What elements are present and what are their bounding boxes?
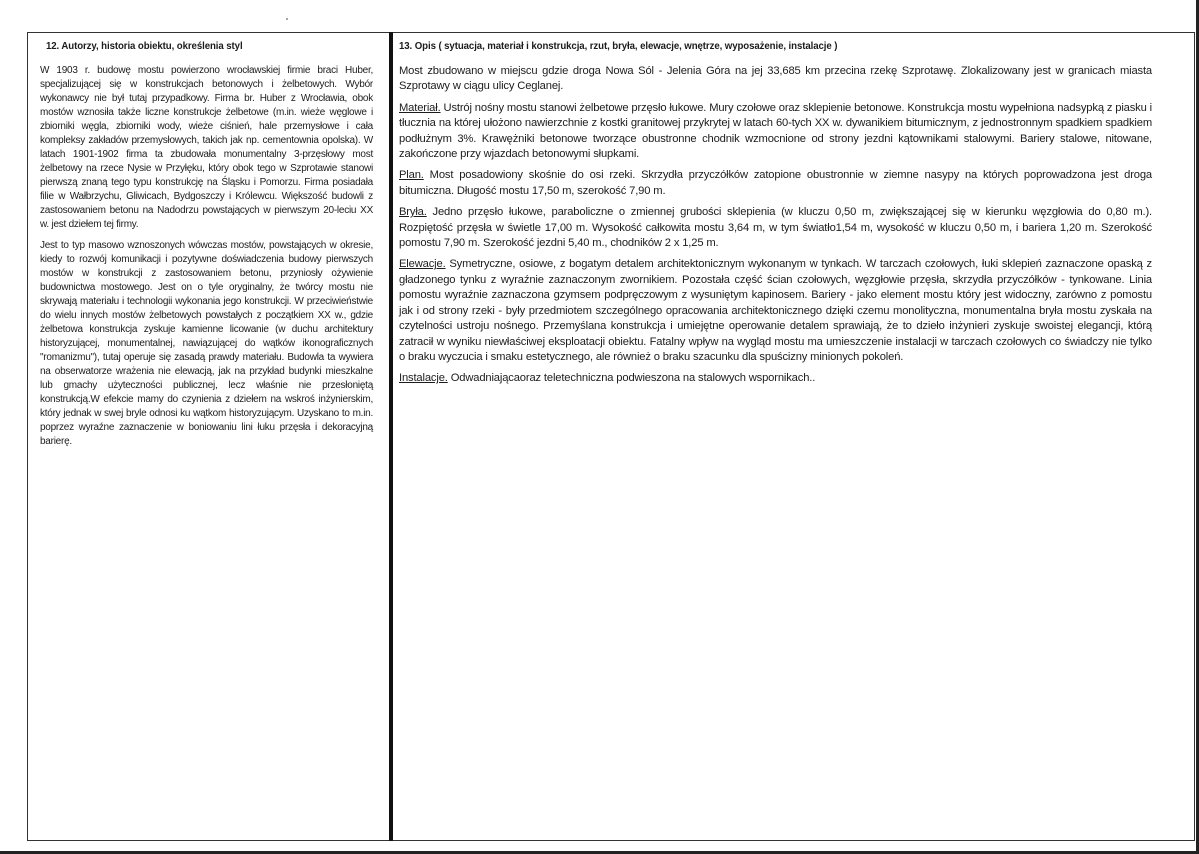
section-text: Odwadniającaoraz teletechniczna podwieszona na stalowych wspornikach..	[447, 372, 816, 385]
section-label: Materiał.	[399, 101, 441, 114]
section-label: Plan.	[399, 169, 424, 182]
section-material	[399, 101, 1152, 163]
history-column	[40, 38, 373, 456]
description-heading: 13. Opis ( sytuacja, materiał i konstrukcja, rzut, bryła, elewacje, wnętrze, wyposażenie, instalacje )	[399, 40, 838, 52]
section-elewacje	[399, 257, 1152, 365]
scan-speck	[286, 18, 288, 20]
history-heading: 12. Autorzy, historia obiektu, określenia styl	[46, 40, 243, 52]
history-paragraph-2: Jest to typ masowo wznoszonych wówczas mostów, powstających w okresie, kiedy to rozwój komunikacji i pozytywne doświadczenia budowy pierwszych mostów w konstrukcji z zastosowaniem betonu, przyniosły ożywienie budownictwa mostowego. Jest on o tyle oryginalny, że twórcy mostu nie skrywają materiału i technologii wykonania jego konstrukcji. W przeciwieństwie do wielu innych mostów żelbetowych powstałych z początkiem XX w., gdzie żelbetowa konstrukcja zyskuje kamienne licowanie (w duchu architektury historyzującej, monumentalnej, nawiązującej do wątków ikonograficznych "romanizmu"), tutaj operuje się zasadą prawdy materiału. Budowla ta wywiera na obserwatorze wrażenia nie elewacją, jak na przykład budynki mieszkalne lub gmachy użyteczności publicznej, lecz właśnie nie przesłoniętą konstrukcją.W efekcie mamy do czynienia z dziełem na wskroś inżynierskim, który jednak w swej bryle odnosi ku wątkom historyzującym. Uzyskano to m.in. poprzez wyraźne zaznaczenie w boniowaniu lini łuku przęsła i dekoracyjną barierę.	[40, 240, 373, 447]
section-text: Symetryczne, osiowe, z bogatym detalem architektonicznym wykonanym w tynkach. W tarczach czołowych, łuki sklepień zaznaczone opaską z gładzonego tynku z wyraźnie zaznaczonym zwornikiem. Pozostała część ścian czołowych, węzgłowie przęsła, skrzydła przyczółków - tynkowane. Linia pomostu wyraźnie zaznaczona gzymsem podpręczowym z wysuniętym kapinosem. Bariery - jako element mostu który jest widoczny, zarówno z pomostu jak i od strony rzeki - były przedmiotem szczególnego opracowania architektonicznego dzięki czemu monolityczna, monumentalna bryła mostu zyskała na czytelności ustroju nośnego. Przemyślana konstrukcja i umiejętne operowanie detalem sprawiają, że to dzieło inżynieri zyskuje swoistej elegancji, którą zatracił w wyniku niewłaściwej eksploatacji obiektu. Fatalny wpływ na wygląd mostu ma umieszczenie instalacji w tarczach czołowych co świadczy nie tylko o braku wyczucia i smaku estetycznego, ale również o braku szacunku dla spuścizny minionych pokoleń.	[399, 258, 1152, 363]
section-label: Elewacje.	[399, 258, 446, 271]
section-instalacje	[399, 371, 1152, 386]
section-label: Bryła.	[399, 206, 427, 219]
section-label: Instalacje.	[399, 372, 448, 385]
section-text: Jedno przęsło łukowe, paraboliczne o zmiennej grubości sklepienia (w kluczu 0,50 m, zwiększającej się w kierunku węzgłowia do 0,80 m.). Rozpiętość przęsła w świetle 17,00 m. Wysokość całkowita mostu 3,64 m, w tym światło1,54 m, wysokość w kluczu 0,50 m, i bariera 1,20 m. Szerokość pomostu 7,90 m. Szerokość jezdni 5,40 m., chodników 2 x 1,25 m.	[399, 206, 1152, 250]
description-intro: Most zbudowano w miejscu gdzie droga Nowa Sól - Jelenia Góra na jej 33,685 km przecina rzekę Szprotawę. Zlokalizowany jest w granicach miasta Szprotawy w ciągu ulicy Ceglanej.	[399, 65, 1152, 93]
section-text: Ustrój nośny mostu stanowi żelbetowe przęsło łukowe. Mury czołowe oraz sklepienie betonowe. Konstrukcja mostu wypełniona nadsypką z piasku i tłucznia na której ułożono nawierzchnie z kostki granitowej przykrytej w latach 60-tych XX w. dywanikiem bitumicznym, z jednostronnym spadkiem spadkiem podłużnym 3%. Krawężniki betonowe tworzące obustronne chodnik wzmocnione od strony jezdni kątownikami stalowymi. Bariery stalowe, nitowane, zakończone przy wjazdach betonowymi słupkami.	[399, 101, 1152, 161]
description-column	[399, 38, 1152, 393]
section-text: Most posadowiony skośnie do osi rzeki. Skrzydła przyczółków zatopione obustronnie w ziemne nasypy na których poprowadzona jest droga bitumiczna. Długość mostu 17,50 m, szerokość 7,90 m.	[399, 169, 1152, 197]
history-paragraph-1: W 1903 r. budowę mostu powierzono wrocławskiej firmie braci Huber, specjalizującej się w konstrukcjach betonowych i żelbetowych. Wybór wykonawcy nie był tutaj przypadkowy. Firma br. Huber z Wrocławia, obok mostów wznosiła także liczne konstrukcje żelbetowe (m.in. wieże węglowe i zbiorniki węgla, zbiorniki wody, wieże ciśnień, hale przemysłowe i cała kompleksy zakładów przemysłowych, takich jak np. cementownia opolska). W latach 1901-1902 firma ta zbudowała monumentalny 3-przęsłowy most żelbetowy na rzece Nysie w Przyłęku, który obok tego w Szprotawie stanowi pierwszą znaną tego typu konstrukcję na Śląsku i Pomorzu. Firma posiadała filie w Wałbrzychu, Gliwicach, Bydgoszczy i Królewcu. Większość budowli z zastosowaniem betonu na Nadodrzu powstających w pierwszym 20-leciu XX w. jest dziełem tej firmy.	[40, 65, 373, 230]
section-plan	[399, 168, 1152, 199]
column-divider	[389, 32, 393, 841]
section-bryla	[399, 205, 1152, 251]
